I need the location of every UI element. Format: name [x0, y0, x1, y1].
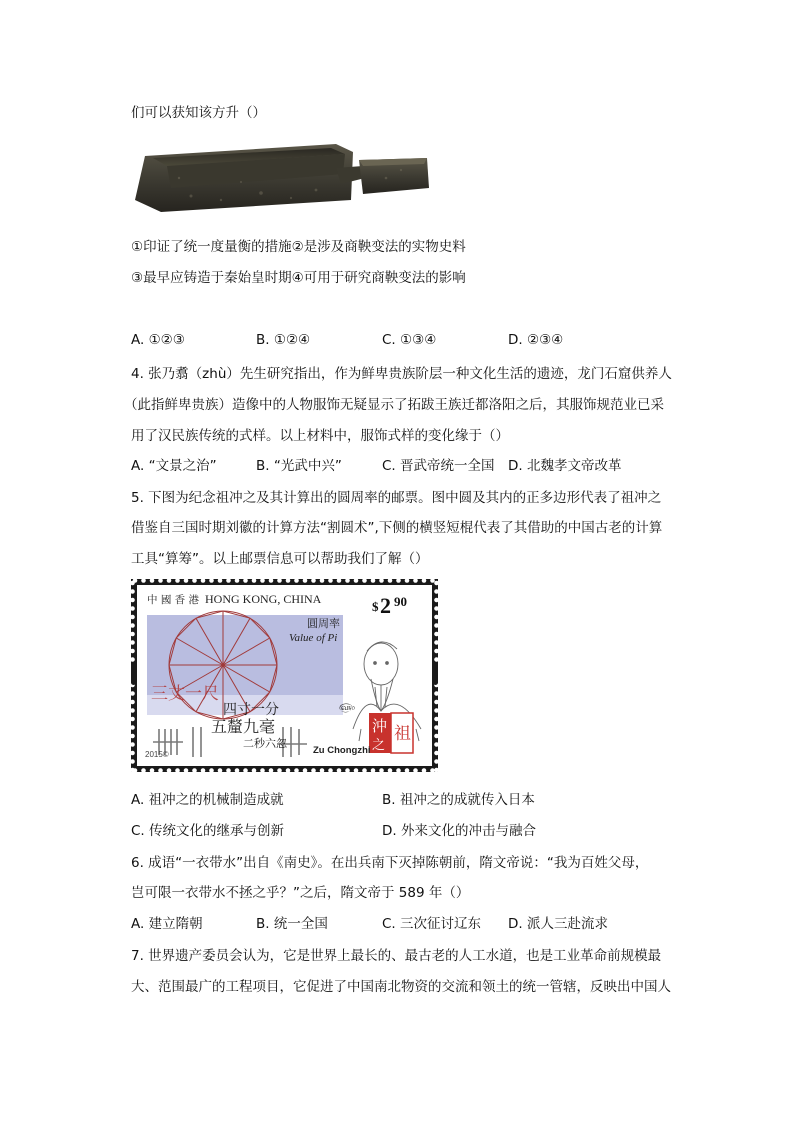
- q3-option-b: B. ①②④: [256, 332, 311, 348]
- stamp-calligraphy-2: 四寸一分: [223, 702, 279, 718]
- svg-text:௵: ௵: [339, 703, 355, 713]
- q4-line3: 用了汉民族传统的式样。以上材料中，服饰式样的变化缘于（）: [131, 428, 509, 444]
- q3-option-c: C. ①③④: [382, 332, 437, 348]
- q3-option-a: A. ①②③: [131, 332, 185, 348]
- q6-option-b: B. 统一全国: [256, 916, 328, 932]
- stamp-value-cn: 圓周率: [307, 617, 340, 630]
- q5-line3: 工具“算筹”。以上邮票信息可以帮助我们了解（）: [131, 551, 429, 567]
- zu-chongzhi-stamp: [131, 579, 438, 772]
- q6-option-d: D. 派人三赴流求: [508, 916, 608, 932]
- q6-line1: 6. 成语“一衣带水”出自《南史》。在出兵南下灭掉陈朝前，隋文帝说：“我为百姓父母，: [131, 855, 649, 871]
- q4-line1: 4. 张乃翥（zhù）先生研究指出，作为鲜卑贵族阶层一种文化生活的遗迹，龙门石窟供养人: [131, 366, 672, 382]
- stamp-header-cn: 中 國 香 港: [147, 594, 200, 606]
- bronze-measure-photo: [131, 138, 431, 214]
- stamp-value-en: Value of Pi: [289, 632, 338, 644]
- stamp-calligraphy-3: 五釐九毫: [211, 717, 276, 736]
- q3-statements-line2: ③最早应铸造于秦始皇时期④可用于研究商鞅变法的影响: [131, 270, 466, 286]
- q7-line2: 大、范围最广的工程项目，它促进了中国南北物资的交流和领土的统一管辖，反映出中国人: [131, 979, 671, 995]
- q6-line2: 岂可限一衣带水不拯之乎？”之后，隋文帝于 589 年（）: [131, 885, 470, 901]
- q4-option-d: D. 北魏孝文帝改革: [508, 458, 622, 474]
- stamp-year: 2015©: [145, 750, 169, 759]
- stamp-calligraphy-1: 三丈一尺: [151, 684, 219, 704]
- q4-option-b: B. “光武中兴”: [256, 458, 342, 474]
- stamp-name: Zu Chongzhi: [313, 745, 371, 756]
- stamp-calligraphy-4: 二秒六忽: [243, 737, 287, 750]
- q3-stem-tail: 们可以获知该方升（）: [131, 105, 266, 121]
- q4-option-c: C. 晋武帝统一全国: [382, 458, 495, 474]
- q7-line1: 7. 世界遗产委员会认为，它是世界上最长的、最古老的人工水道，也是工业革命前规模最: [131, 948, 662, 964]
- stamp-price-dec: 90: [394, 594, 407, 609]
- stamp-header-en: HONG KONG, CHINA: [205, 592, 322, 606]
- stamp-price-symbol: $: [372, 599, 379, 614]
- q4-line2: （此指鲜卑贵族）造像中的人物服饰无疑显示了拓跋王族迁都洛阳之后，其服饰规范业已采: [124, 397, 664, 413]
- q3-option-d: D. ②③④: [508, 332, 564, 348]
- q5-option-c: C. 传统文化的继承与创新: [131, 823, 285, 839]
- q5-line2: 借鉴自三国时期刘徽的计算方法“割圆术”,下侧的横竖短棍代表了其借助的中国古老的计算: [131, 520, 663, 536]
- q5-option-a: A. 祖冲之的机械制造成就: [131, 792, 284, 808]
- q6-option-c: C. 三次征讨辽东: [382, 916, 482, 932]
- stamp-seal-char-1: 沖: [372, 717, 388, 735]
- q4-option-a: A. “文景之治”: [131, 458, 217, 474]
- stamp-seal-char-3: 之: [372, 738, 386, 753]
- q5-option-b: B. 祖冲之的成就传入日本: [382, 792, 535, 808]
- stamp-seal-char-2: 祖: [394, 724, 411, 744]
- q5-option-d: D. 外来文化的冲击与融合: [382, 823, 536, 839]
- q3-statements-line1: ①印证了统一度量衡的措施②是涉及商鞅变法的实物史料: [131, 239, 466, 255]
- q5-line1: 5. 下图为纪念祖冲之及其计算出的圆周率的邮票。图中圆及其内的正多边形代表了祖冲之: [131, 490, 662, 506]
- q6-option-a: A. 建立隋朝: [131, 916, 203, 932]
- stamp-price-int: 2: [380, 593, 391, 618]
